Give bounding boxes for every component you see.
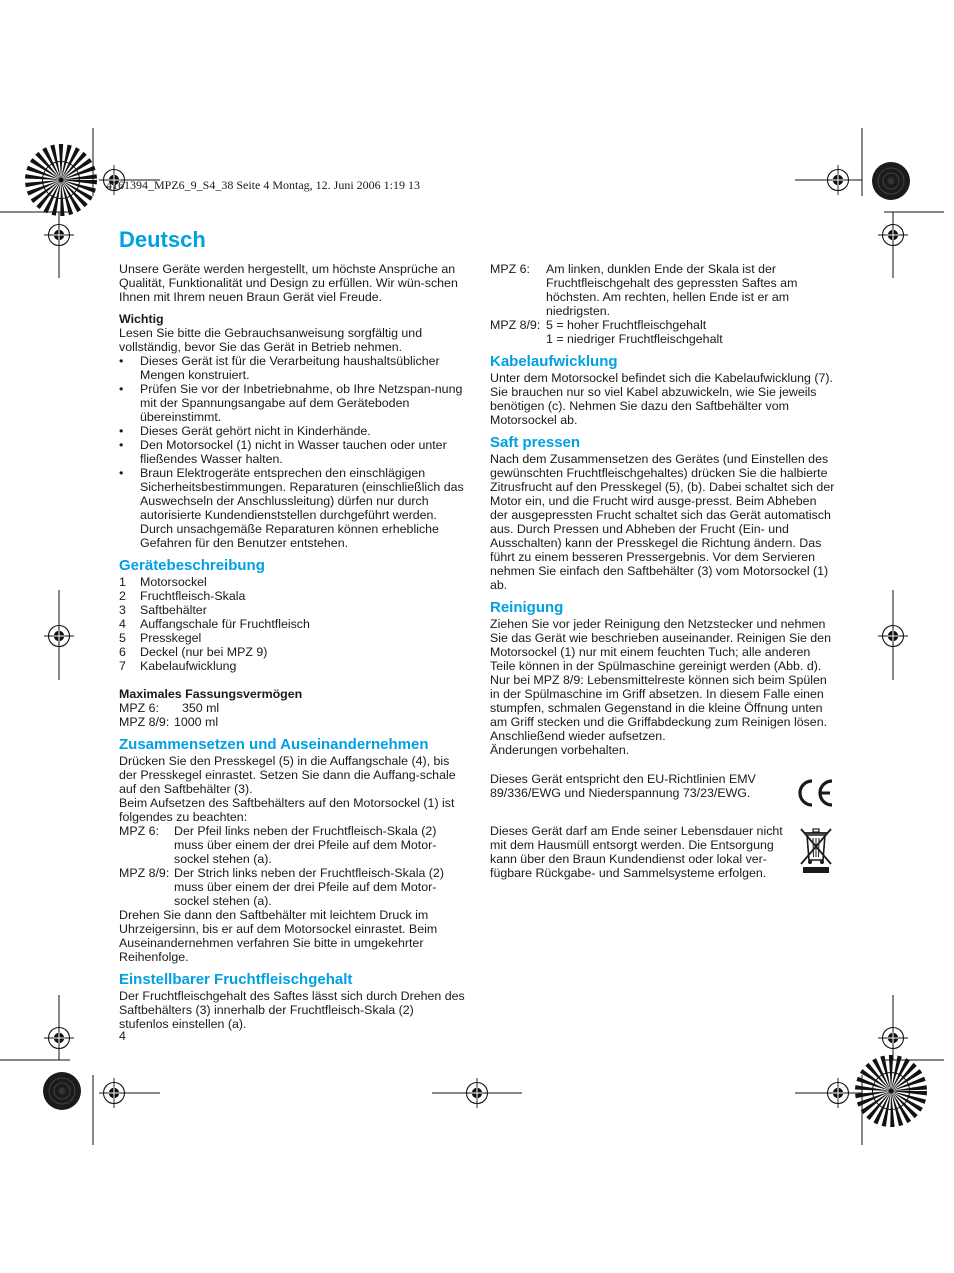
disposal-text: Dieses Gerät darf am Ende seiner Lebensdauer nicht mit dem Hausmüll entsorgt werden. Die Entsorgung kann über den Braun Kundendienst oder lokal ver-fügbare Rückgabe- und Sammelsysteme erfolgen. [490,824,783,880]
assembly-row [119,866,465,908]
part-label: Auffangschale für Fruchtfleisch [140,617,310,631]
list-item: • Braun Elektrogeräte entsprechen den einschlägigen Sicherheitsbestimmungen. Reparaturen (einschließlich das Auswechseln der Anschlussleitung) dürfen nur durch autorisierte Kundendienststellen durchgeführt werden. Durch unsachgemäße Reparaturen können erhebliche Gefahren für den Benutzer entstehen. [119,466,465,550]
pulp-row [490,262,836,318]
part-number: 4 [119,617,126,631]
page-title: Deutsch [119,227,206,252]
parts-list [119,575,465,673]
assembly-row [119,824,465,866]
capacity-value: 350 ml [182,701,220,715]
part-number: 5 [119,631,126,645]
part-label: Motorsockel [140,575,207,589]
pulp-row [490,332,836,346]
list-item: • Dieses Gerät gehört nicht in Kinderhände. [119,424,465,438]
press-heading: Saft pressen [490,434,581,451]
part-label: Saftbehälter [140,603,207,617]
list-item [119,603,465,617]
press-paragraph: Nach dem Zusammensetzen des Gerätes (und Einstellen des gewünschten Fruchtfleischgehaltes) drücken Sie die halbierte Zitrusfrucht auf den Presskegel (5), (b). Dabei schaltet sich der Motor ein, und die Frucht wird ausge-presst. Beim Abheben der ausgepressten Frucht schaltet sich das Gerät automatisch aus. Durch Pressen und Abheben der Frucht (Ein- und Ausschalten) kann der Presskegel die Richtung ändern. Das führt zu einem besseren Pressergebnis. Vor dem Servieren nehmen Sie einfach den Saftbehälter (3) vom Motorsockel (1) ab. [490,452,835,592]
important-text: Lesen Sie bitte die Gebrauchsanweisung sorgfältig und vollständig, bevor Sie das Gerät in Betrieb nehmen. [119,326,423,354]
right-column [490,262,836,880]
part-number: 7 [119,659,126,673]
important-heading: Wichtig [119,312,164,326]
safety-list [119,354,465,550]
pulp-row-text: Am linken, dunklen Ende der Skala ist der Fruchtfleischgehalt des gepressten Saftes am höchsten. Am rechten, hellen Ende ist er am niedrigsten. [546,262,798,318]
ce-mark-icon [792,774,836,812]
pulp-heading: Einstellbarer Fruchtfleischgehalt [119,971,353,988]
assembly-heading: Zusammensetzen und Auseinandernehmen [119,736,429,753]
list-item: • Dieses Gerät ist für die Verarbeitung haushaltsüblicher Mengen konstruiert. [119,354,465,382]
model-label: MPZ 6: [119,701,159,715]
list-item [119,617,465,631]
part-number: 6 [119,645,126,659]
model-label: MPZ 6: [490,262,530,276]
pulp-row [490,318,836,332]
left-column [119,262,465,1031]
part-number: 1 [119,575,126,589]
crossed-out-bin-icon [796,824,836,874]
assembly-paragraph: Beim Aufsetzen des Saftbehälters auf den Motorsockel (1) ist folgendes zu beachten: [119,796,455,824]
part-label: Deckel (nur bei MPZ 9) [140,645,268,659]
list-item [119,589,465,603]
cleaning-paragraph: Nur bei MPZ 8/9: Lebensmittelreste können sich beim Spülen in der Spülmaschine im Griff absetzen. In diesem Falle einen stumpfen, schmalen Gegenstand in die kleine Öffnung unten am Griff stecken und die Griffabdeckung zum Reinigen lösen. Anschließend wieder aufsetzen. [490,673,828,743]
model-label: MPZ 8/9: [119,866,170,880]
cable-paragraph: Unter dem Motorsockel befindet sich die Kabelaufwicklung (7). Sie brauchen nur so viel Kabel abzuwickeln, wie Sie jeweils benötigen (c). Nehmen Sie dazu den Saftbehälter vom Motorsockel ab. [490,371,833,427]
model-label: MPZ 6: [119,824,159,838]
eu-notice-text: Dieses Gerät entspricht den EU-Richtlinien EMV 89/336/EWG und Niederspannung 73/23/EWG. [490,772,756,800]
model-label [490,332,546,346]
assembly-row-text: Der Pfeil links neben der Fruchtfleisch-Skala (2) muss über einem der drei Pfeile auf dem Motor-sockel stehen (a). [174,824,437,866]
assembly-row-text: Der Strich links neben der Fruchtfleisch-Skala (2) muss über einem der drei Pfeile auf dem Motor-sockel stehen (a). [174,866,444,908]
list-item [119,575,465,589]
pulp-paragraph: Der Fruchtfleischgehalt des Saftes lässt sich durch Drehen des Saftbehälters (3) innerhalb der Fruchtfleisch-Skala (2) stufenlos einstellen (a). [119,989,465,1031]
page-number: 4 [119,1029,126,1043]
list-item: • Den Motorsockel (1) nicht in Wasser tauchen oder unter fließendes Wasser halten. [119,438,465,466]
cleaning-heading: Reinigung [490,599,564,616]
part-label: Presskegel [140,631,202,645]
part-label: Kabelaufwicklung [140,659,237,673]
list-item [119,659,465,673]
pulp-row-text: 1 = niedriger Fruchtfleischgehalt [546,332,723,346]
eu-notice [490,772,836,812]
description-heading: Gerätebeschreibung [119,557,265,574]
disposal-notice [490,824,836,880]
part-number: 3 [119,603,126,617]
list-item: • Prüfen Sie vor der Inbetriebnahme, ob Ihre Netzspan-nung mit der Spannungsangabe auf dem Geräteboden übereinstimmt. [119,382,465,424]
model-label: MPZ 8/9: [490,318,541,332]
part-label: Fruchtfleisch-Skala [140,589,246,603]
cable-heading: Kabelaufwicklung [490,353,618,370]
capacity-row [119,715,465,729]
capacity-row [119,701,465,715]
print-slug: 4161394_MPZ6_9_S4_38 Seite 4 Montag, 12. Juni 2006 1:19 13 [106,178,421,192]
assembly-paragraph: Drehen Sie dann den Saftbehälter mit leichtem Druck im Uhrzeigersinn, bis er auf dem Motorsockel einrastet. Beim Auseinandernehmen verfahren Sie bitte in umgekehrter Reihenfolge. [119,908,438,964]
list-item [119,645,465,659]
capacity-heading: Maximales Fassungsvermögen [119,687,303,701]
model-label: MPZ 8/9: [119,715,170,729]
part-number: 2 [119,589,126,603]
intro-paragraph: Unsere Geräte werden hergestellt, um höchste Ansprüche an Qualität, Funktionalität und Design zu erfüllen. Wir wün-schen Ihnen mit Ihrem neuen Braun Gerät viel Freude. [119,262,458,304]
changes-note: Änderungen vorbehalten. [490,743,630,757]
capacity-value: 1000 ml [174,715,219,729]
assembly-paragraph: Drücken Sie den Presskegel (5) in die Auffangschale (4), bis der Presskegel einrastet. Setzen Sie dann die Auffang-schale auf den Saftbehälter (3). [119,754,456,796]
list-item [119,631,465,645]
cleaning-paragraph: Ziehen Sie vor jeder Reinigung den Netzstecker und nehmen Sie das Gerät wie beschrieben auseinander. Reinigen Sie den Motorsockel (1) nur mit einem feuchten Tuch; alle anderen Teile können in der Spülmaschine gereinigt werden (Abb. d). [490,617,831,673]
pulp-row-text: 5 = hoher Fruchtfleischgehalt [546,318,707,332]
